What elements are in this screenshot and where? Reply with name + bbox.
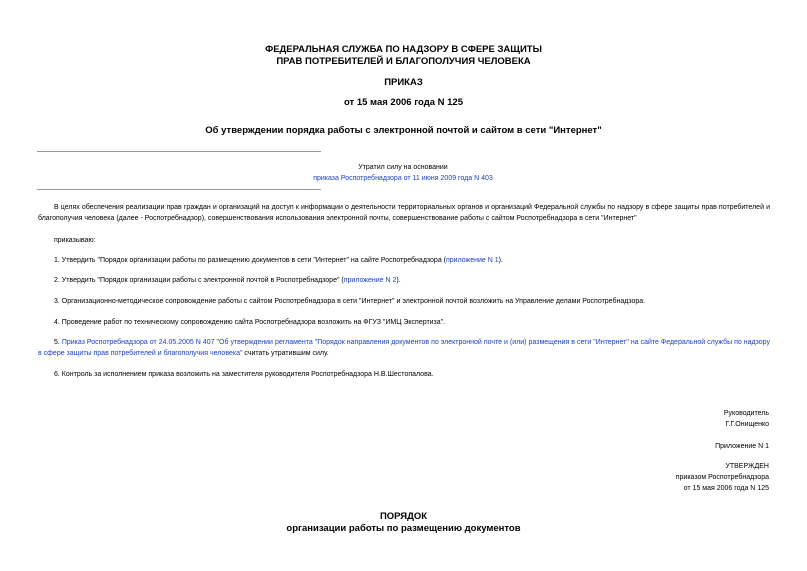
agency-name-line-2: ПРАВ ПОТРЕБИТЕЛЕЙ И БЛАГОПОЛУЧИЯ ЧЕЛОВЕКА	[276, 56, 531, 67]
appendix-title: ПОРЯДОК	[379, 511, 428, 522]
agency-name-line-1: ФЕДЕРАЛЬНАЯ СЛУЖБА ПО НАДЗОРУ В СФЕРЕ ЗАЩИТЫ	[265, 44, 542, 55]
status-note-text: Утратил силу на основании	[358, 164, 448, 171]
preamble-paragraph: В целях обеспечения реализации прав граждан и организаций на доступ к информации о деятельности территориальных органов и организаций Федеральной службы по надзору в сфере защиты прав потребителей и благополучия человека (далее - Роспотребнадзор), совершенствования использования электронной почты, совершенствование работы с сайтом Роспотребнадзора в сети "Интернет"	[38, 204, 770, 222]
status-note-link-wrap	[203, 173, 603, 184]
document-type: ПРИКАЗ	[384, 77, 423, 88]
repeal-order-link[interactable]: приказа Роспотребнадзора от 11 июня 2009 года N 403	[313, 175, 493, 182]
appendix-label: Приложение N 1	[715, 443, 769, 450]
item-1	[38, 255, 770, 266]
item-5-num: 5.	[54, 339, 62, 346]
appendix-1-link[interactable]: приложение N 1	[445, 257, 499, 264]
item-1-text: 1. Утвердить "Порядок организации работы по размещению документов в сети "Интернет" на сайте Роспотребнадзора (	[54, 257, 446, 264]
item-2	[38, 275, 770, 286]
item-5	[38, 337, 770, 359]
appendix-2-link[interactable]: приложение N 2	[343, 277, 397, 284]
repealed-order-link[interactable]: Приказ Роспотребнадзора от 24.05.2005 N 407 "Об утверждении регламента "Порядок направления документов по электронной почте и (или) размещения в сети "Интернет" на сайте Федеральной службы по надзору в сфере защиты прав потребителей и благополучия человека"	[38, 339, 770, 357]
signature-name: Г.Г.Онищенко	[725, 421, 769, 428]
item-6: 6. Контроль за исполнением приказа возложить на заместителя руководителя Роспотребнадзора Н.В.Шестопалова.	[54, 371, 434, 378]
approved-by: приказом Роспотребнадзора	[675, 474, 769, 481]
item-1-end: ).	[498, 257, 503, 264]
divider-bottom	[37, 189, 321, 190]
document-date: от 15 мая 2006 года N 125	[343, 97, 464, 108]
signature-block	[469, 408, 769, 430]
item-2-end: ).	[396, 277, 401, 284]
item-3: 3. Организационно-методическое сопровождение работы с сайтом Роспотребнадзора в сети "Интернет" и электронной почтой возложить на Управление делами Роспотребнадзора.	[54, 298, 646, 305]
item-4: 4. Проведение работ по техническому сопровождению сайта Роспотребнадзора возложить на ФГУЗ "ИМЦ Экспертиза".	[54, 319, 446, 326]
item-5-end: считать утратившим силу.	[242, 350, 329, 357]
document-title: Об утверждении порядка работы с электронной почтой и сайтом в сети "Интернет"	[205, 125, 602, 136]
approved-date: от 15 мая 2006 года N 125	[683, 485, 769, 492]
approval-block	[469, 461, 769, 494]
signature-position: Руководитель	[723, 410, 769, 417]
approved-word: УТВЕРЖДЕН	[725, 463, 769, 470]
appendix-subtitle: организации работы по размещению документов	[286, 523, 521, 534]
order-word: приказываю:	[54, 237, 96, 244]
divider-top	[37, 151, 321, 152]
item-2-text: 2. Утвердить "Порядок организации работы с электронной почтой в Роспотребнадзоре" (	[54, 277, 344, 284]
